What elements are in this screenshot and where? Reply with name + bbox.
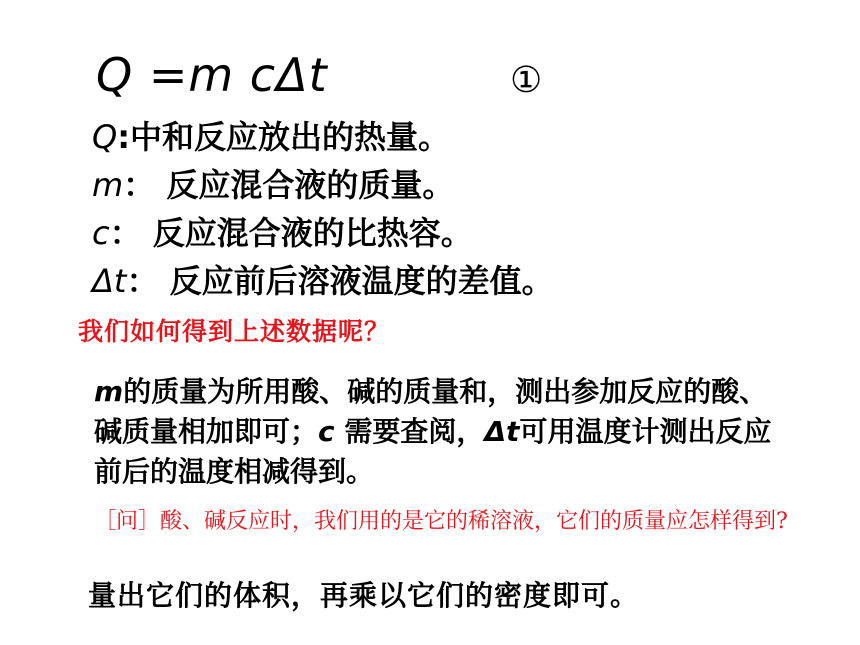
heat-formula: Q =m cΔt: [96, 48, 328, 102]
definition-c: [92, 208, 473, 254]
definition-delta-t: [92, 256, 554, 302]
answer-text-1: 的质量为所用酸、碱的质量和，测出参加反应的酸、碱质量相加即可；: [94, 375, 768, 448]
answer-symbol-c: c: [318, 415, 335, 448]
definition-symbol: Q: [92, 118, 118, 156]
definition-text: ： 反应前后溶液温度的差值。: [126, 262, 554, 300]
answer-text-2: 需要查阅，: [344, 415, 485, 448]
definition-text: ： 反应混合液的比热容。: [109, 214, 473, 252]
definition-q: [92, 112, 450, 158]
answer-symbol-m: m: [94, 375, 124, 408]
definition-symbol: m: [92, 166, 124, 204]
answer-paragraph: [94, 372, 794, 492]
question-heading: 我们如何得到上述数据呢？: [78, 317, 391, 346]
final-answer: 量出它们的体积，再乘以它们的密度即可。: [88, 579, 640, 612]
answer-symbol-delta-t: Δt: [484, 415, 520, 448]
answer-text-3: 可用温度计测出反应前后的温度相减得到。: [94, 415, 772, 488]
followup-question: ［问］酸、碱反应时，我们用的是它的稀溶液，它们的质量应怎样得到?: [94, 509, 788, 534]
definition-text: ： 反应混合液的质量。: [123, 166, 455, 204]
definition-symbol: Δt: [92, 262, 127, 300]
definition-m: [92, 160, 454, 206]
definition-text: :中和反应放出的热量。: [117, 118, 450, 156]
definition-symbol: c: [92, 214, 110, 252]
equation-number: ①: [510, 60, 543, 101]
